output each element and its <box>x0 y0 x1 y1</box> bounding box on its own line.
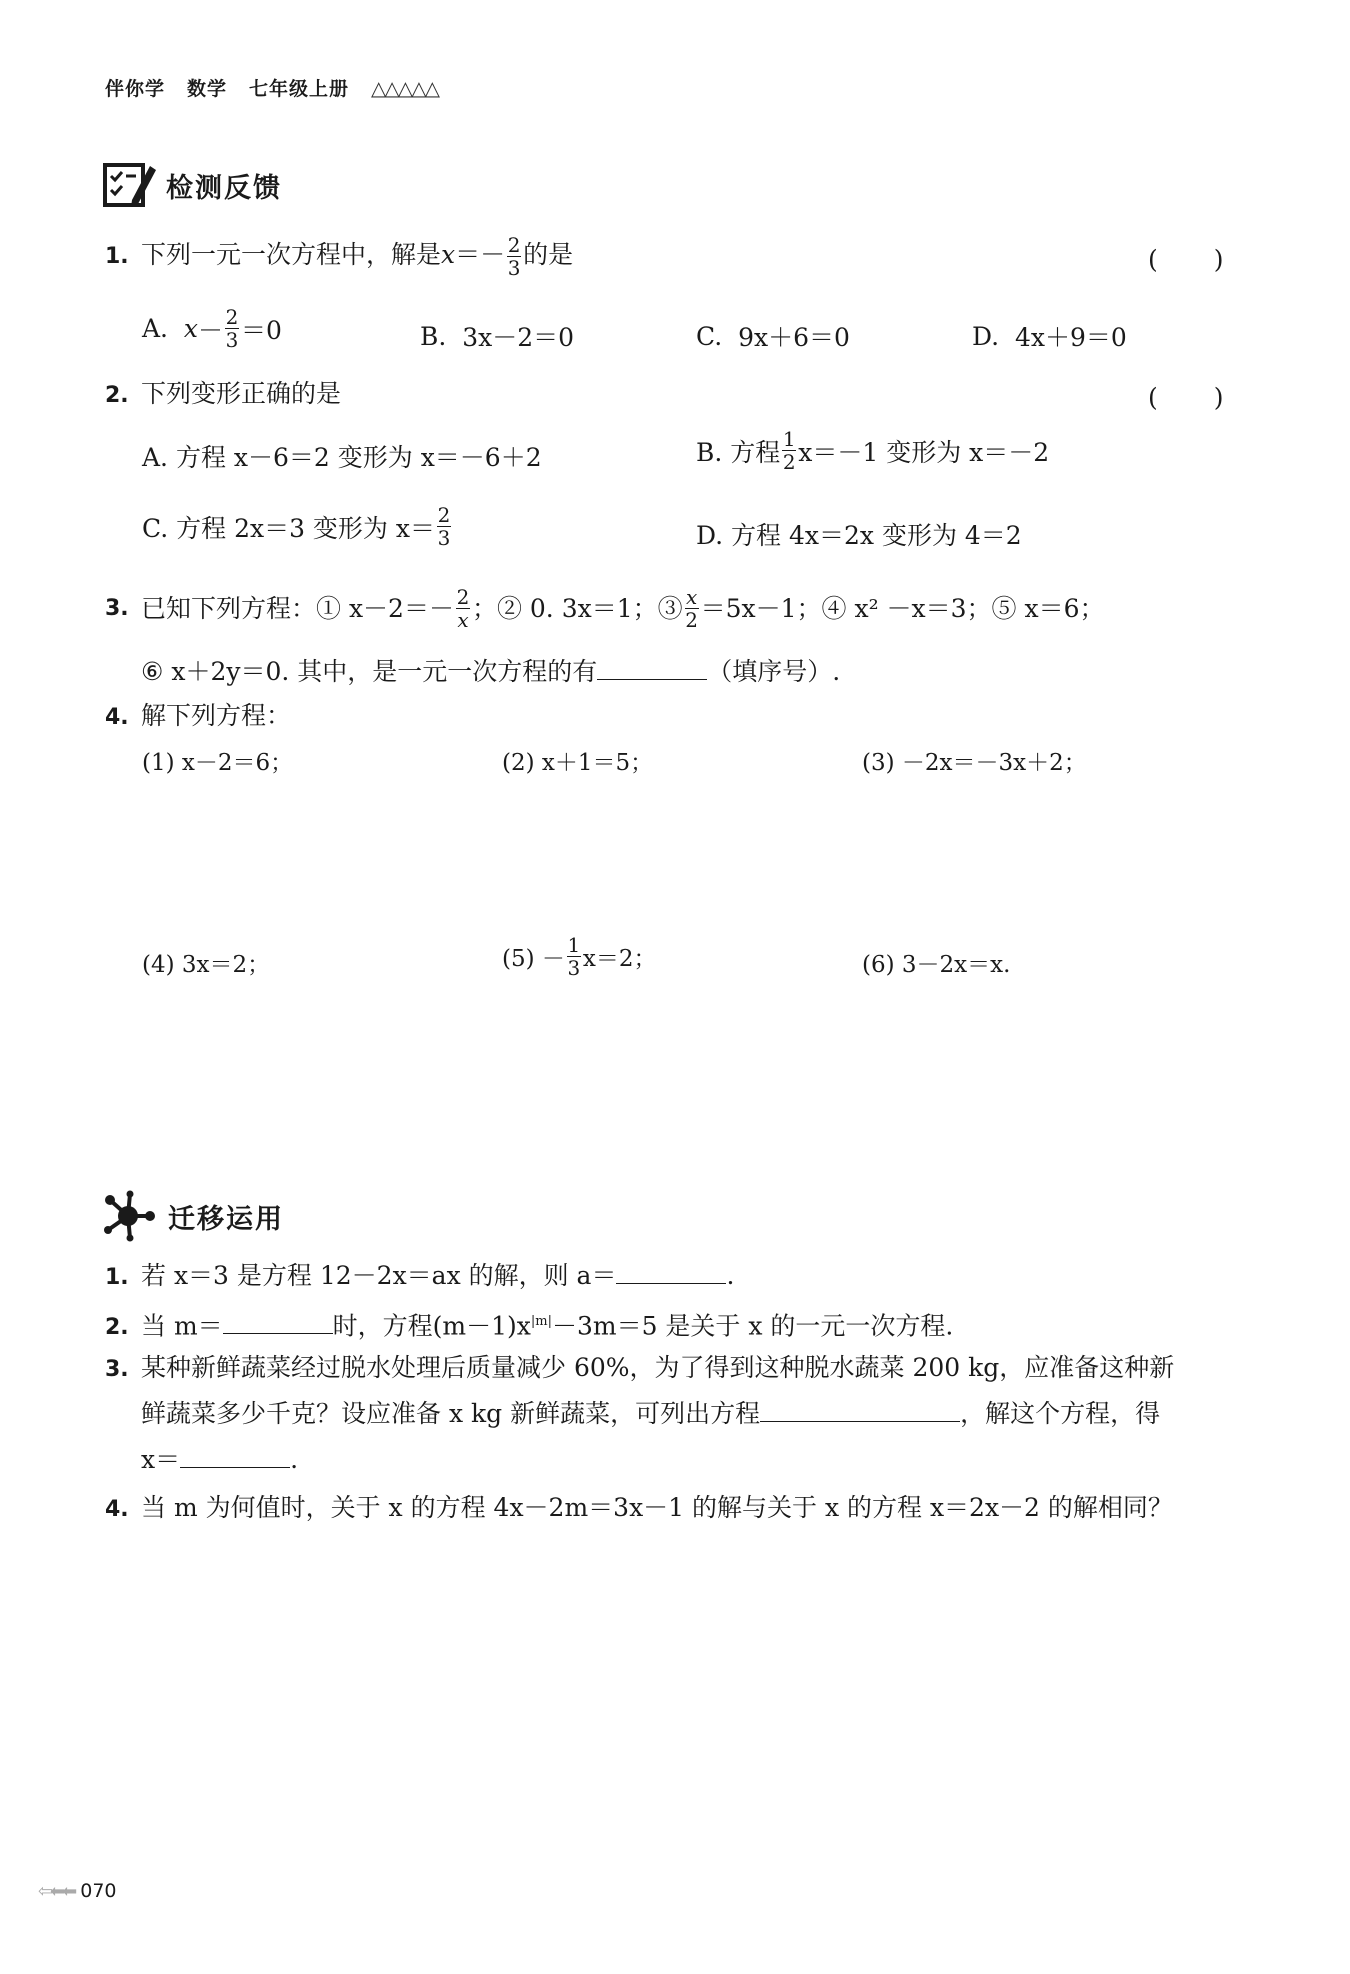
question-text: －3m＝5 是关于 x 的一元一次方程. <box>551 1311 954 1341</box>
fraction: $\frac{2}{3}$ <box>507 233 521 280</box>
transfer-question-4 <box>105 1488 1173 1530</box>
option-b <box>420 318 574 354</box>
difficulty-marks: △△△△△ <box>371 75 438 100</box>
transfer-question-3-line3 <box>141 1440 298 1480</box>
answer-blank[interactable] <box>223 1307 333 1334</box>
question-number: 2. <box>105 383 129 408</box>
option-text: 3x－2＝0 <box>462 323 575 352</box>
question-4 <box>105 696 291 738</box>
question-text: 鲜蔬菜多少千克？设应准备 x kg 新鲜蔬菜，可列出方程 <box>141 1399 761 1428</box>
question-text: 下列一元一次方程中，解是 <box>141 240 442 269</box>
section-title-text: 迁移运用 <box>168 1203 284 1235</box>
question-number: 1. <box>105 1265 129 1290</box>
subproblem-5 <box>502 934 657 979</box>
question-text: 某种新鲜蔬菜经过脱水处理后质量减少 60%，为了得到这种脱水蔬菜 200 kg，应准备这种新 <box>141 1353 1175 1382</box>
book-name: 伴你学 <box>105 78 166 100</box>
question-text: ，解这个方程，得 <box>960 1399 1161 1428</box>
question-text: x＝ <box>141 1445 181 1474</box>
question-number: 4. <box>105 705 129 730</box>
answer-parens: ( ) <box>1148 383 1226 412</box>
answer-parens: ( ) <box>1148 245 1226 274</box>
fraction: $\frac{1}{3}$ <box>567 933 581 980</box>
option-text: x＝－1 变形为 x＝－2 <box>798 437 1050 467</box>
question-text: . <box>726 1261 735 1290</box>
subproblem-4: (4) 3x＝2； <box>142 952 271 978</box>
section-title-transfer <box>100 1190 284 1242</box>
molecule-icon <box>100 1190 158 1242</box>
option-label: A. <box>142 314 169 343</box>
transfer-question-3-line2 <box>141 1394 1160 1434</box>
page-footer <box>38 1880 117 1902</box>
subproblem-2: (2) x＋1＝5； <box>502 750 654 776</box>
option-label: C. <box>696 321 723 351</box>
grade: 七年级上册 <box>249 78 350 100</box>
question-2 <box>105 374 341 416</box>
transfer-question-3 <box>105 1348 1174 1390</box>
option-text: C. 方程 2x＝3 变形为 x＝ <box>142 513 435 543</box>
question-text: （填序号）. <box>707 657 841 686</box>
question-text: 当 m 为何值时，关于 x 的方程 4x－2m＝3x－1 的解与关于 x 的方程 x＝2x－2 的解相同？ <box>141 1493 1173 1522</box>
option-d <box>972 318 1127 354</box>
section-title-feedback <box>102 160 282 210</box>
answer-blank[interactable] <box>760 1395 960 1422</box>
question-text: 时，方程(m－1)x <box>332 1311 531 1341</box>
section-title-text: 检测反馈 <box>166 172 282 204</box>
book-header <box>105 74 438 101</box>
question-text: 下列变形正确的是 <box>141 379 342 408</box>
option-label: B. <box>420 321 447 351</box>
arrow-icon: ⇦⬅⬅ <box>38 1880 75 1902</box>
subproblem-1: (1) x－2＝6； <box>142 750 294 776</box>
question-number: 3. <box>105 1357 129 1382</box>
option-text: B. 方程 <box>696 437 781 467</box>
question-text: . <box>290 1445 299 1474</box>
fraction: $\frac{1}{2}$ <box>782 427 796 474</box>
subproblem-text: (5) － <box>502 946 565 972</box>
subject: 数学 <box>187 78 228 100</box>
option-label: D. <box>972 321 1000 351</box>
option-a: A. 方程 x－6＝2 变形为 x＝－6＋2 <box>142 443 542 472</box>
question-3 <box>105 586 1105 631</box>
question-text: ；② 0. 3x＝1；③ <box>471 593 683 623</box>
question-text: 已知下列方程：① x－2＝－ <box>141 593 454 623</box>
fraction: $\frac{x}{2}$ <box>685 585 698 632</box>
question-number: 4. <box>105 1497 129 1522</box>
page-number: 070 <box>80 1880 117 1902</box>
subproblem-text: x＝2； <box>582 946 657 972</box>
option-b <box>696 428 1049 473</box>
option-c <box>696 318 850 354</box>
fraction: $\frac{2}{x}$ <box>456 585 470 632</box>
option-text: 4x＋9＝0 <box>1015 323 1127 352</box>
question-text: 若 x＝3 是方程 12－2x＝ax 的解，则 a＝ <box>141 1261 617 1290</box>
option-a: A. x － $\frac{2}{3}$ ＝0 <box>142 305 282 352</box>
transfer-question-1 <box>105 1256 734 1298</box>
question-number: 3. <box>105 595 129 621</box>
question-text: 解下列方程： <box>141 701 292 730</box>
exponent: |m| <box>530 1314 552 1329</box>
option-d: D. 方程 4x＝2x 变形为 4＝2 <box>696 521 1022 550</box>
question-number: 2. <box>105 1315 129 1341</box>
question-text: 当 m＝ <box>141 1311 223 1341</box>
question-text: 的是 <box>523 240 574 269</box>
answer-blank[interactable] <box>597 653 707 680</box>
fraction: $\frac{2}{3}$ <box>225 305 239 352</box>
option-text: 9x＋6＝0 <box>738 323 850 352</box>
answer-blank[interactable] <box>180 1441 290 1468</box>
answer-blank[interactable] <box>616 1257 726 1284</box>
subproblem-6: (6) 3－2x＝x. <box>862 952 1011 978</box>
question-text: ⑥ x＋2y＝0. 其中，是一元一次方程的有 <box>141 657 598 686</box>
fraction: $\frac{2}{3}$ <box>437 503 451 550</box>
option-c <box>142 504 453 549</box>
question-text: ＝5x－1；④ x² －x＝3；⑤ x＝6； <box>700 593 1105 623</box>
subproblem-3: (3) －2x＝－3x＋2； <box>862 750 1087 776</box>
transfer-question-2 <box>105 1302 953 1348</box>
question-number: 1. <box>105 244 129 269</box>
checklist-pencil-icon <box>102 160 156 210</box>
question-1: 1. 下列一元一次方程中，解是x＝－ $\frac{2}{3}$ 的是 <box>105 233 574 280</box>
question-3-line2 <box>141 652 840 692</box>
